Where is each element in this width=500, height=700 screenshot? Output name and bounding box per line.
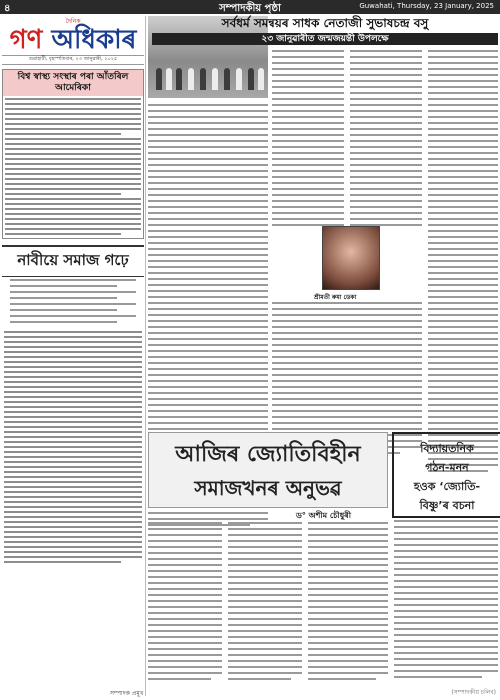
newspaper-name-part2: অধিকাৰ — [51, 25, 137, 55]
article-column-4 — [428, 50, 498, 476]
editorial-headline: বিশ্ব স্বাস্থ্য সংস্থাৰ পৰা আঁতৰিল আমেৰিকা — [3, 70, 143, 96]
feature-column-2 — [228, 522, 302, 684]
section-title: সম্পাদকীয় পৃষ্ঠা — [219, 3, 281, 14]
masthead-subline: গুৱাহাটী, বৃহস্পতিবাৰ, ২৩ জানুৱাৰী, ২০২৫ — [2, 55, 144, 65]
article-column-3 — [350, 50, 422, 230]
signature-line: সম্পাদক প্ৰমুখ — [110, 690, 144, 697]
sidebox-line3: হওক ‘জ্যোতি- — [413, 480, 481, 493]
sidebox-line2: গঠন-মনন — [425, 461, 469, 474]
continuation-note: (সম্পাদকীয় চলিব) — [451, 689, 496, 696]
column-divider — [145, 16, 146, 696]
sidebox-article — [394, 520, 498, 682]
newspaper-name-part1: গণ — [9, 25, 43, 55]
editorial-box — [2, 69, 144, 239]
left-column — [2, 16, 144, 696]
page-header-bar — [0, 0, 500, 14]
sidebox-line1: বিদ্যায়তনিক — [420, 442, 474, 455]
side-box — [392, 432, 500, 518]
poem-commentary — [2, 329, 144, 568]
masthead-tagline: দৈনিক — [65, 18, 81, 25]
author-caption: শ্ৰীমতী ৰুমা ডেকা — [314, 294, 357, 301]
feature-title-line2: সমাজখনৰ অনুভৱ — [194, 476, 342, 500]
poem-body — [2, 277, 144, 329]
page-number: ৪ — [4, 3, 11, 14]
main-subhead: ২৩ জানুৱাৰীত জন্মজয়ন্তী উপলক্ষে — [152, 33, 498, 45]
middle-column — [148, 16, 268, 432]
feature-column-1 — [148, 522, 222, 684]
feature-byline: ড° অশীম চৌধুৰী — [296, 511, 351, 520]
feature-title-line1: আজিৰ জ্যোতিবিহীন — [175, 441, 361, 467]
newspaper-name — [2, 27, 144, 53]
masthead — [2, 16, 144, 65]
feature-banner — [148, 432, 388, 508]
sidebox-line4: বিষ্ণু’ৰ বচনা — [419, 499, 475, 512]
feature-column-3 — [308, 522, 388, 684]
editorial-body — [3, 96, 143, 235]
poem-title: নাবীয়ে সমাজ গঢ়ে — [2, 245, 144, 277]
author-portrait — [322, 226, 380, 290]
main-article — [221, 16, 498, 432]
issue-date: Guwahati, Thursday, 23 January, 2025 — [359, 2, 494, 10]
article-column-2 — [272, 50, 344, 230]
main-headline: সৰ্বধৰ্ম সমন্বয়ৰ সাধক নেতাজী সুভাষচন্দ্ৰ বসু — [221, 16, 429, 30]
